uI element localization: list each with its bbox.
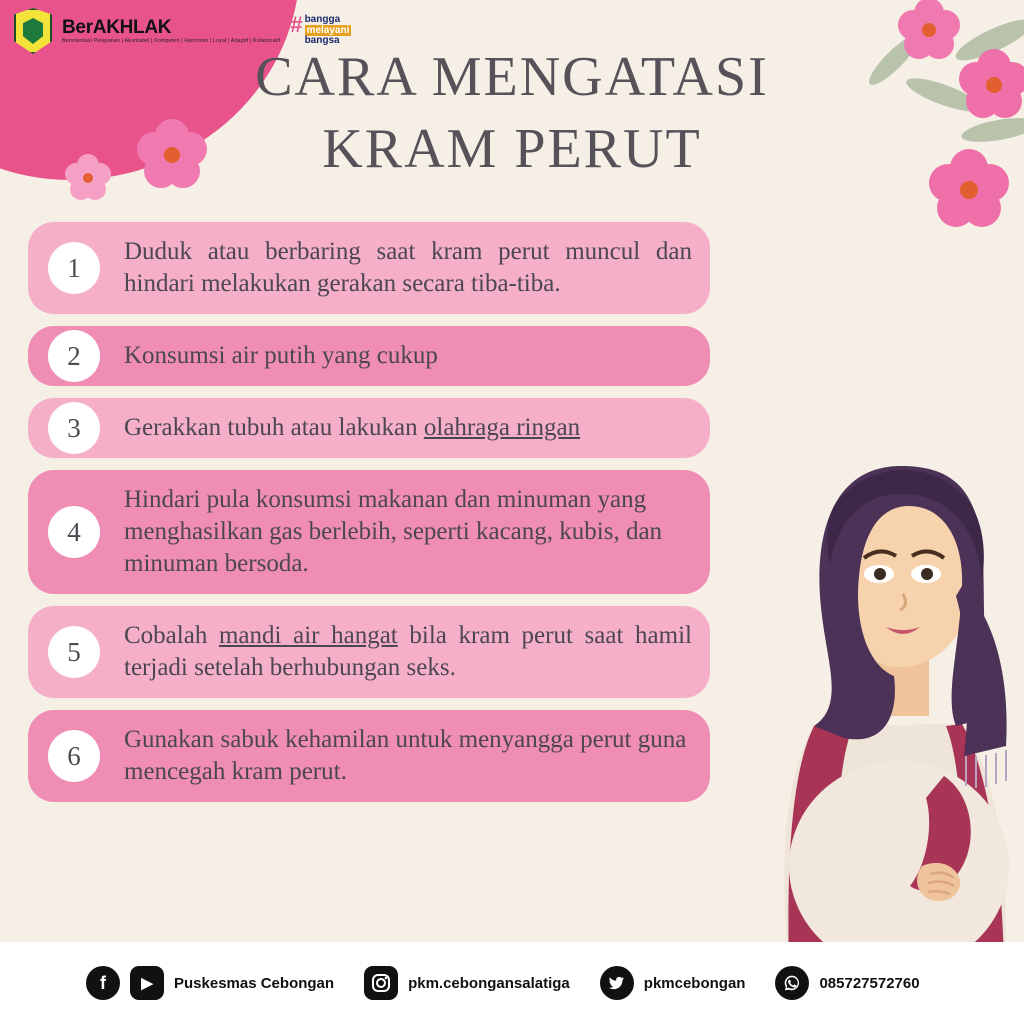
step-text-segment: Cobalah — [124, 622, 219, 649]
step-item — [28, 222, 710, 314]
logo-bar — [14, 8, 351, 54]
step-text-emphasis: olahraga ringan — [423, 414, 581, 441]
footer-label-facebook: Puskesmas Cebongan — [174, 974, 335, 992]
step-text-segment: Duduk atau berbaring saat kram perut muncul dan hindari melakukan gerakan secara tiba-tiba. — [124, 238, 692, 297]
step-number-badge: 2 — [48, 330, 100, 382]
berakhlak-tagline: Berorientasi Pelayanan | Akuntabel | Kompeten | Harmonis | Loyal | Adaptif | Kolaboratif — [62, 37, 281, 44]
title-line-2: KRAM PERUT — [322, 117, 702, 180]
footer-item-twitter[interactable] — [600, 966, 746, 1000]
footer-label-twitter: pkmcebongan — [643, 974, 746, 992]
step-text-segment: Gunakan sabuk kehamilan untuk menyangga perut guna mencegah kram perut. — [124, 726, 687, 785]
step-text-emphasis: mandi air hangat — [218, 622, 398, 649]
kota-salatiga-crest-icon — [14, 8, 52, 54]
footer-label-whatsapp: 085727572760 — [819, 974, 920, 992]
step-text — [124, 620, 692, 684]
step-item — [28, 326, 710, 386]
bangga-line3: bangsa — [304, 35, 340, 47]
step-text — [124, 340, 692, 372]
step-text-segment: Konsumsi air putih yang cukup — [124, 342, 438, 369]
footer-item-whatsapp[interactable] — [775, 966, 919, 1000]
page-title — [0, 42, 1024, 185]
youtube-icon[interactable]: ▶ — [130, 966, 164, 1000]
steps-list — [28, 222, 710, 814]
step-text — [124, 236, 692, 300]
step-number-badge: 3 — [48, 402, 100, 454]
whatsapp-icon[interactable] — [775, 966, 809, 1000]
step-item — [28, 470, 710, 594]
step-text-segment: bila kram perut saat hamil terjadi setelah berhubungan seks. — [124, 622, 692, 681]
facebook-icon[interactable]: f — [86, 966, 120, 1000]
berakhlak-logo — [62, 18, 280, 44]
title-line-1: CARA MENGATASI — [255, 46, 769, 108]
step-text-segment: Hindari pula konsumsi makanan dan minuman yang menghasilkan gas berlebih, seperti kacang, kubis, dan minuman bersoda. — [124, 486, 663, 577]
step-item — [28, 710, 710, 802]
step-text-segment: Gerakkan tubuh atau lakukan — [124, 414, 424, 441]
step-number-badge: 1 — [48, 242, 100, 294]
step-item — [28, 606, 710, 698]
berakhlak-wordmark: BerAKHLAK — [62, 16, 172, 38]
pregnant-woman-illustration — [694, 346, 1024, 966]
footer-item-instagram[interactable] — [364, 966, 570, 1000]
step-number-badge: 5 — [48, 626, 100, 678]
step-item — [28, 398, 710, 458]
step-number-badge: 4 — [48, 506, 100, 558]
bangga-melayani-bangsa-logo — [290, 12, 351, 47]
instagram-icon[interactable] — [364, 966, 398, 1000]
step-text — [124, 412, 692, 444]
step-text — [124, 724, 692, 788]
footer-label-instagram: pkm.cebongansalatiga — [408, 974, 570, 992]
footer-contact-bar — [0, 942, 1024, 1024]
bangga-line2: melayani — [306, 24, 350, 36]
bangga-line1: bangga — [304, 14, 341, 26]
twitter-icon[interactable] — [600, 966, 634, 1000]
footer-item-facebook[interactable] — [86, 966, 334, 1000]
step-text — [124, 484, 692, 580]
step-number-badge: 6 — [48, 730, 100, 782]
hash-icon: # — [290, 12, 303, 38]
